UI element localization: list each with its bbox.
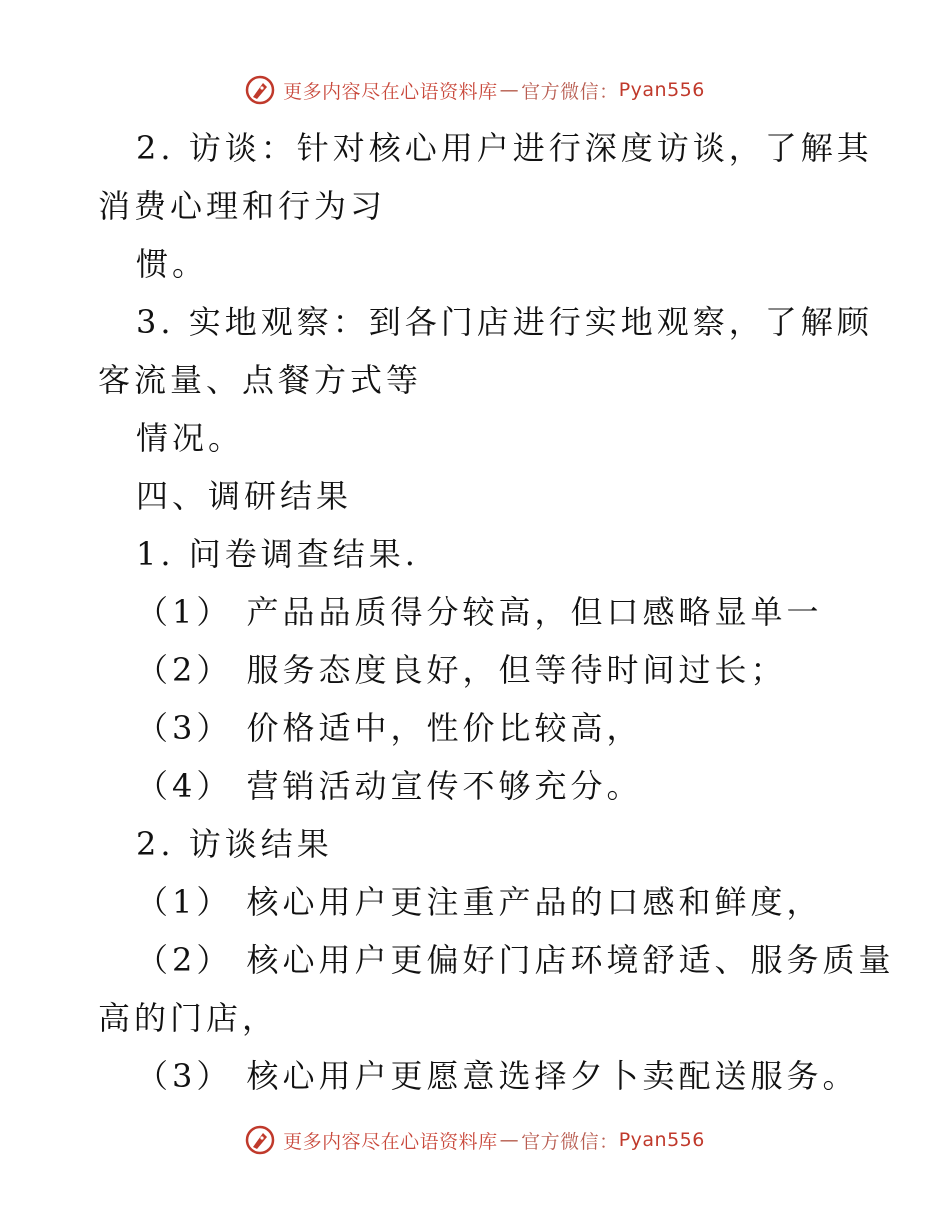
pen-nib-logo-icon [245, 1125, 275, 1155]
watermark-text: 更多内容尽在心语资料库 [283, 80, 498, 103]
section-heading-results: 四、调研结果 [136, 477, 353, 515]
footer-watermark [0, 1120, 950, 1160]
list-item: （3） 价格适中，性价比较高， [136, 709, 643, 747]
list-item: （3） 核心用户更愿意选择夕卜卖配送服务。 [136, 1057, 859, 1095]
subheading-interview-results: 2. 访谈结果 [136, 825, 333, 863]
paragraph-field-observation-cont: 客流量、点餐方式等 [98, 361, 423, 399]
watermark-official-label: 官方微信： [521, 80, 619, 103]
watermark-official-label: 官方微信： [521, 1130, 619, 1153]
header-watermark [0, 70, 950, 110]
list-item: （2） 服务态度良好，但等待时间过长； [136, 651, 787, 689]
watermark-dash: — [499, 79, 520, 101]
watermark-handle: Pyan556 [618, 79, 705, 101]
watermark-text: 更多内容尽在心语资料库 [283, 1130, 498, 1153]
paragraph-field-observation: 3. 实地观察：到各门店进行实地观察，了解顾 [136, 303, 873, 341]
list-item: （4） 营销活动宣传不够充分。 [136, 767, 643, 805]
watermark-dash: — [499, 1129, 520, 1151]
list-item: （2） 核心用户更偏好门店环境舒适、服务质量 [136, 941, 895, 979]
paragraph-interview-method-cont: 消费心理和行为习 [98, 187, 387, 225]
list-item: （1） 核心用户更注重产品的口感和鲜度， [136, 883, 823, 921]
pen-nib-logo-icon [245, 75, 275, 105]
list-item: （1） 产品品质得分较高，但口感略显单一 [136, 593, 823, 631]
paragraph-interview-method: 2. 访谈：针对核心用户进行深度访谈，了解其 [136, 129, 873, 167]
paragraph-interview-method-end: 惯。 [136, 245, 209, 283]
list-item-cont: 高的门店， [98, 999, 279, 1037]
subheading-survey-results: 1. 问卷调查结果. [136, 535, 419, 573]
paragraph-field-observation-end: 情况。 [136, 419, 245, 457]
watermark-handle: Pyan556 [618, 1129, 705, 1151]
